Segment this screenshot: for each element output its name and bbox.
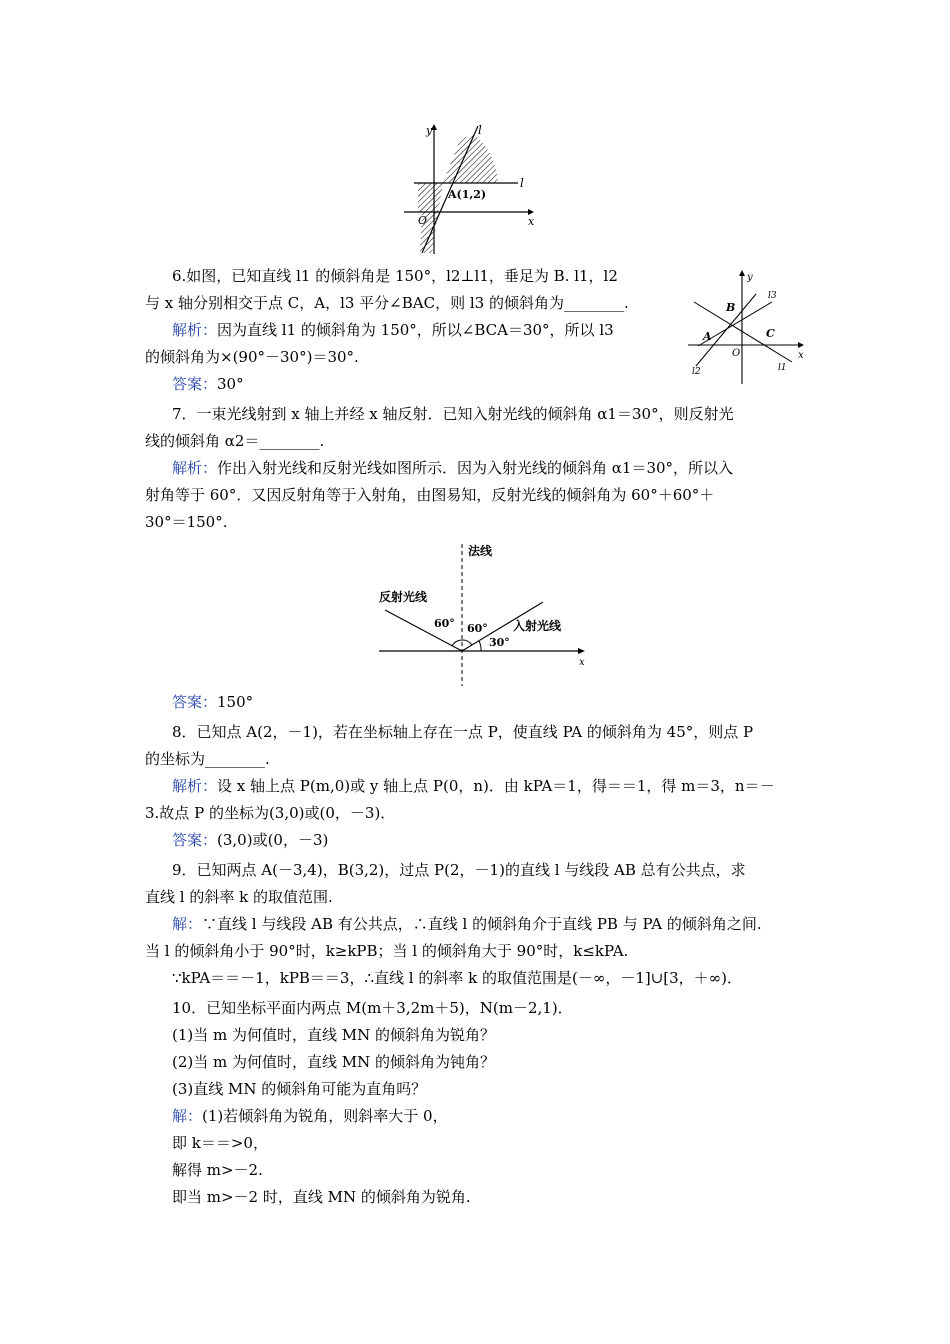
- fig3-reflected-label: 反射光线: [379, 590, 428, 604]
- figure-3-reflection-diagram: [375, 540, 595, 688]
- fig1-origin-label: O: [418, 214, 428, 227]
- analysis-label: 解析：: [172, 459, 218, 477]
- q7-analysis-cont-1: 射角等于 60°．又因反射角等于入射角，由图易知，反射光线的倾斜角为 60°＋60°＋: [145, 486, 715, 504]
- q6-analysis-cont: 的倾斜角为×(90°－30°)＝30°.: [145, 348, 359, 366]
- fig2-l2-label: l2: [692, 367, 701, 377]
- q6-answer: [172, 374, 244, 394]
- fig2-y-label: y: [747, 272, 753, 283]
- fig2-point-C: C: [766, 327, 775, 340]
- fig2-l3-label: l3: [768, 291, 777, 301]
- q8-line-2: 的坐标为________.: [145, 750, 270, 768]
- fig3-x-label: x: [579, 657, 585, 668]
- figure-1-region-graph: [400, 118, 550, 256]
- analysis-text: 因为直线 l1 的倾斜角为 150°，所以∠BCA＝30°，所以 l3: [217, 321, 614, 339]
- fig3-angle-30: 30°: [489, 636, 510, 649]
- answer-text: 150°: [217, 693, 254, 711]
- q9-solution: [172, 914, 762, 934]
- q7-analysis-cont-2: 30°＝150°.: [145, 513, 228, 531]
- q10-solution: [172, 1106, 448, 1126]
- angle-arc-right: [462, 640, 472, 645]
- analysis-text: 作出入射光线和反射光线如图所示．因为入射光线的倾斜角 α1＝30°，所以入: [217, 459, 734, 477]
- q8-line-1: 8．已知点 A(2，－1)，若在坐标轴上存在一点 P，使直线 PA 的倾斜角为 45°，则点 P: [172, 723, 754, 741]
- y-axis-arrow: [739, 270, 745, 276]
- x-axis-arrow: [798, 342, 804, 348]
- fig3-incident-label: 入射光线: [513, 619, 562, 633]
- q6-analysis: [172, 320, 614, 340]
- q6-line-2: 与 x 轴分别相交于点 C，A，l3 平分∠BAC，则 l3 的倾斜角为________.: [145, 294, 629, 312]
- q9-line-1: 9．已知两点 A(－3,4)，B(3,2)，过点 P(2，－1)的直线 l 与线段 AB 总有公共点，求: [172, 861, 746, 879]
- fig1-x-label: x: [528, 215, 535, 228]
- angle-arc-30: [479, 641, 481, 651]
- fig3-angle-60-right: 60°: [467, 622, 488, 635]
- answer-text: (3,0)或(0，－3): [217, 831, 329, 849]
- angle-arc-left: [452, 640, 462, 646]
- q10-solution-line-3: 解得 m>－2.: [172, 1161, 263, 1179]
- fig1-y-label: y: [426, 124, 433, 137]
- q9-solution-cont-1: 当 l 的倾斜角小于 90°时，k≥kPB；当 l 的倾斜角大于 90°时，k≤kPA.: [145, 942, 629, 960]
- q10-part-1: (1)当 m 为何值时，直线 MN 的倾斜角为锐角？: [172, 1026, 496, 1044]
- analysis-label: 解析：: [172, 321, 218, 339]
- q6-line-1: 6.如图，已知直线 l1 的倾斜角是 150°，l2⊥l1，垂足为 B. l1，l2: [172, 267, 618, 285]
- q10-line-1: 10．已知坐标平面内两点 M(m＋3,2m＋5)，N(m－2,1)．: [172, 999, 573, 1017]
- q7-answer: [172, 692, 253, 712]
- answer-label: 答案：: [172, 693, 218, 711]
- fig3-normal-label: 法线: [468, 544, 493, 558]
- fig2-x-label: x: [798, 350, 804, 361]
- q9-line-2: 直线 l 的斜率 k 的取值范围.: [145, 888, 333, 906]
- solution-label: 解：: [172, 915, 203, 933]
- q8-analysis-cont: 3.故点 P 的坐标为(3,0)或(0，－3)．: [145, 804, 396, 822]
- q7-analysis: [172, 458, 733, 478]
- fig2-origin-label: O: [732, 348, 741, 359]
- fig1-line-label-sloped: l: [478, 123, 482, 137]
- fig1-point-label: A(1,2): [448, 188, 487, 201]
- shaded-region-square: [418, 183, 443, 212]
- analysis-label: 解析：: [172, 777, 218, 795]
- q7-line-2: 线的倾斜角 α2＝________.: [145, 432, 325, 450]
- q9-solution-cont-2: ∵kPA＝＝－1，kPB＝＝3，∴直线 l 的斜率 k 的取值范围是(－∞，－1]∪[3，＋∞)．: [172, 969, 743, 987]
- fig2-point-A: A: [703, 330, 712, 343]
- solution-label: 解：: [172, 1107, 203, 1125]
- answer-label: 答案：: [172, 831, 218, 849]
- solution-text: ∵直线 l 与线段 AB 有公共点，∴直线 l 的倾斜角介于直线 PB 与 PA 的倾斜角之间.: [202, 915, 762, 933]
- q10-solution-line-2: 即 k＝＝>0，: [172, 1134, 268, 1152]
- q10-part-3: (3)直线 MN 的倾斜角可能为直角吗？: [172, 1080, 427, 1098]
- fig1-line-label-horizontal: l: [520, 176, 524, 190]
- figure-2-lines-graph: [686, 266, 810, 386]
- answer-text: 30°: [217, 375, 244, 393]
- q10-solution-line-4: 即当 m>－2 时，直线 MN 的倾斜角为锐角.: [172, 1188, 471, 1206]
- q10-part-2: (2)当 m 为何值时，直线 MN 的倾斜角为钝角？: [172, 1053, 496, 1071]
- solution-text: (1)若倾斜角为锐角，则斜率大于 0，: [202, 1107, 448, 1125]
- analysis-text: 设 x 轴上点 P(m,0)或 y 轴上点 P(0，n)．由 kPA＝1，得＝＝1，得 m＝3，n＝－: [217, 777, 775, 795]
- answer-label: 答案：: [172, 375, 218, 393]
- fig2-l1-label: l1: [778, 363, 787, 373]
- q7-line-1: 7．一束光线射到 x 轴上并经 x 轴反射．已知入射光线的倾斜角 α1＝30°，则反射光: [172, 405, 734, 423]
- x-axis-arrow: [578, 648, 585, 654]
- q8-answer: [172, 830, 328, 850]
- fig2-point-B: B: [726, 301, 736, 314]
- q8-analysis: [172, 776, 775, 796]
- fig3-angle-60-left: 60°: [434, 617, 455, 630]
- shaded-region-upper: [443, 134, 498, 183]
